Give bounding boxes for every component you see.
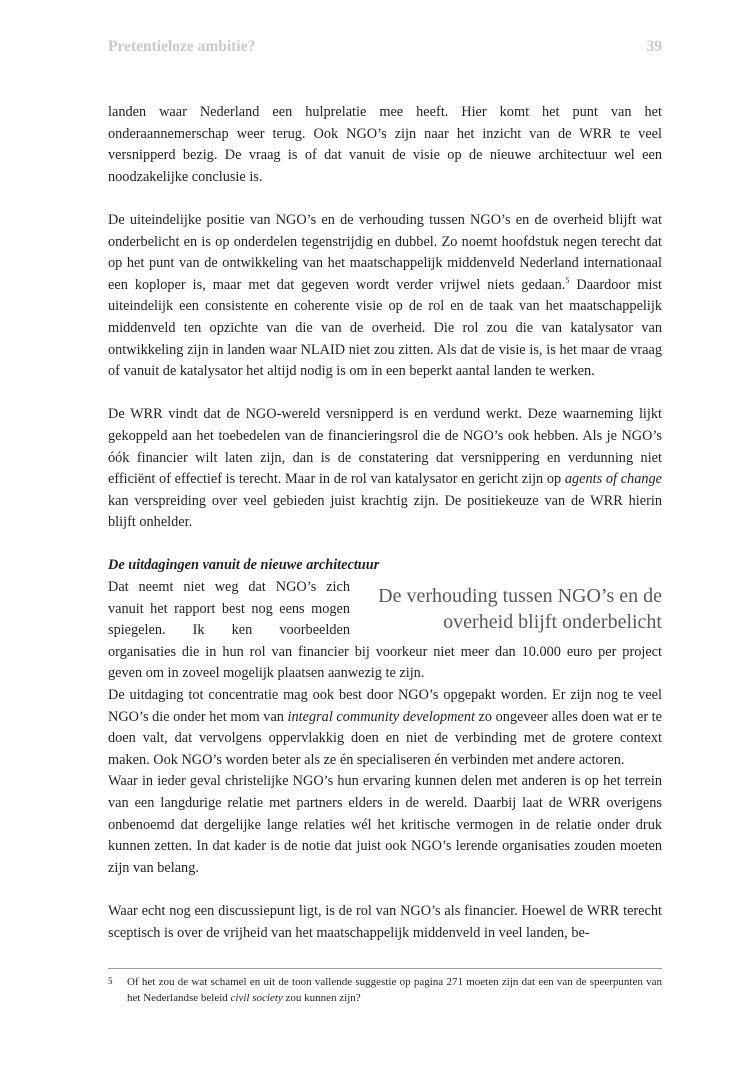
footnote-text-b: zou kunnen zijn? <box>282 992 361 1004</box>
paragraph-3-text-a: De WRR vindt dat de NGO-wereld versnipperd is en verdund werkt. Deze waarneming lijkt gekoppeld aan het toebedelen van de financieringsrol die de NGO’s ook hebben. Als je NGO’s óók financier wilt laten zijn, dan is de constatering dat versnippering en verdunning niet efficiënt of effectief is terecht. Maar in de rol van katalysator en gericht zijn op <box>108 406 662 488</box>
section-subheading: De uitdagingen vanuit de nieuwe architectuur <box>108 557 380 574</box>
running-header <box>108 38 662 56</box>
body-text <box>108 102 662 944</box>
paragraph-6 <box>108 771 662 879</box>
paragraph-1-text: landen waar Nederland een hulprelatie mee heeft. Hier komt het punt van het onderaannemerschap weer terug. Ook NGO’s zijn naar het inzicht van de WRR te veel versnipperd bezig. De vraag is of dat vanuit de visie op de nieuwe architectuur wel een noodzakelijke conclusie is. <box>108 104 662 185</box>
paragraph-5-italic: integral community development <box>287 708 475 725</box>
footnote-text-a: Of het zou de wat schamel en uit de toon vallende suggestie op pagina 271 moeten zijn dat een van de speerpunten van het Nederlandse beleid <box>127 976 662 1004</box>
paragraph-2-text-b: Daardoor mist uiteindelijk een consistente en coherente visie op de rol en de taak van het maatschappelijk middenveld ten opzichte van die van de overheid. Die rol zou die van katalysator van ontwikkeling zijn in landen waar NLAID niet zou zitten. Als dat de visie is, is het maar de vraag of vanuit de katalysator het altijd nodig is om in een beperkt aantal landen te werken. <box>108 276 662 380</box>
footnote-text <box>127 974 662 1006</box>
paragraph-6-text: Waar in ieder geval christelijke NGO’s hun ervaring kunnen delen met anderen is op het terrein van een langdurige relatie met partners elders in de wereld. Daarbij laat de WRR overigens onbenoemd dat dergelijke lange relaties wél het kritische vermogen in de relatie onder druk kunnen zetten. In dat kader is de notie dat juist ook NGO’s lerende organisaties zouden moeten zijn van belang. <box>108 773 662 876</box>
paragraph-7 <box>108 901 662 944</box>
footnote <box>108 974 662 1006</box>
paragraph-2 <box>108 210 662 383</box>
footnote-reference[interactable]: 5 <box>565 275 570 285</box>
paragraph-5 <box>108 685 662 771</box>
paragraph-2-text-a: De uiteindelijke positie van NGO’s en de verhouding tussen NGO’s en de overheid blijft wat onderbelicht en is op onderdelen tegenstrijdig en dubbel. Zo noemt hoofdstuk negen terecht dat op het punt van de ontwikkeling van het maatschappelijk middenveld Nederland internationaal een koploper is, maar met dat gegeven wordt verder vrijwel niets gedaan. <box>108 211 662 293</box>
paragraph-5-text-a: De uitdaging tot concentratie mag ook best door NGO’s opgepakt worden. Er zijn nog te veel NGO’s die onder het mom van <box>108 687 662 725</box>
page-number: 39 <box>646 38 662 55</box>
pull-quote: De verhouding tussen NGO’s en de overheid blijft onderbelicht <box>378 585 662 634</box>
paragraph-5-text-b: zo ongeveer alles doen wat er te doen valt, dat vervolgens oppervlakkig doen en niet de verbinding met de grotere context maken. Ook NGO’s worden beter als ze én specialiseren én verbinden met andere actoren. <box>108 708 662 768</box>
footnote-divider <box>108 968 662 969</box>
paragraph-4-text: Dat neemt niet weg dat NGO’s zich vanuit het rapport best nog eens mogen spiegelen. Ik ken voorbeelden organisaties die in hun rol van financier bij voorkeur niet meer dan 10.000 euro per project geven om in zoveel mogelijk plaatsen aanwezig te zijn. <box>108 579 662 682</box>
footnote-number: 5 <box>108 976 113 986</box>
paragraph-3-text-b: kan verspreiding over veel gebieden juist krachtig zijn. De positiekeuze van de WRR hierin blijft onhelder. <box>108 492 662 531</box>
running-title: Pretentieloze ambitie? <box>108 38 256 55</box>
paragraph-7-text: Waar echt nog een discussiepunt ligt, is de rol van NGO’s als financier. Hoewel de WRR terecht sceptisch is over de vrijheid van het maatschappelijk middenveld in veel landen, be- <box>108 902 662 941</box>
paragraph-3-italic: agents of change <box>564 471 662 488</box>
footnote-italic: civil society <box>230 992 283 1004</box>
paragraph-1 <box>108 102 662 188</box>
paragraph-3 <box>108 404 662 534</box>
